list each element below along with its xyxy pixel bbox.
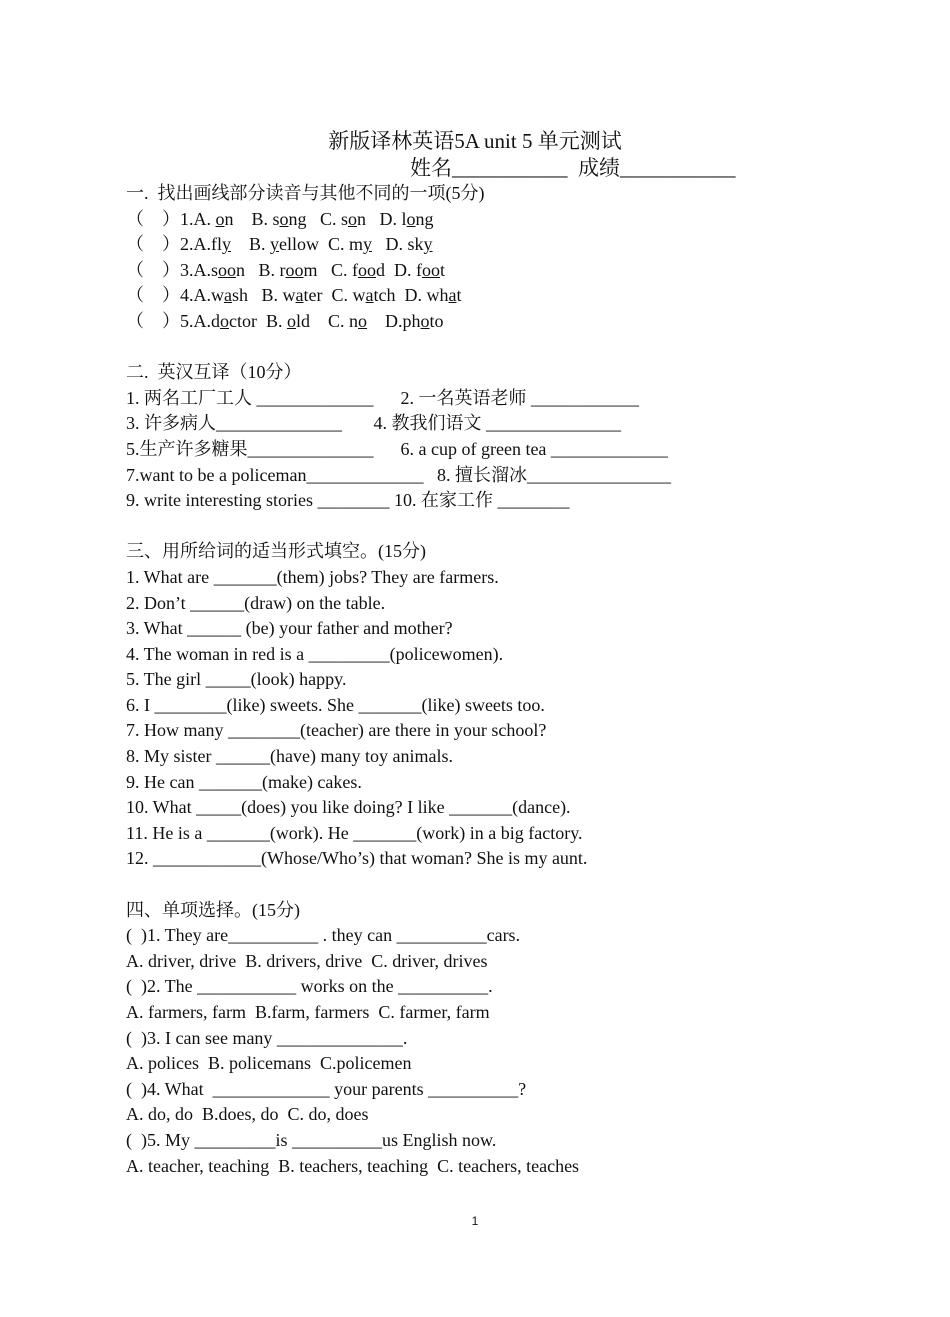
- fill-blank-line: 10. What _____(does) you like doing? I like _______(dance).: [126, 797, 571, 818]
- phonics-question-1: （ ）1.A. on B. song C. son D. long: [126, 208, 434, 229]
- translation-line: 1. 两名工厂工人 _____________ 2. 一名英语老师 ____________: [126, 387, 639, 408]
- translation-line: 5.生产许多糖果______________ 6. a cup of green tea _____________: [126, 438, 668, 459]
- section3-heading: 三、用所给词的适当形式填空。(15分): [126, 541, 426, 562]
- fill-blank-line: 9. He can _______(make) cakes.: [126, 771, 362, 792]
- fill-blank-line: 11. He is a _______(work). He _______(work) in a big factory.: [126, 822, 583, 843]
- choice-options: A. driver, drive B. drivers, drive C. driver, drives: [126, 950, 488, 971]
- choice-question: ( )5. My _________is __________us English now.: [126, 1129, 497, 1150]
- name-blank: ___________: [452, 156, 568, 180]
- choice-question: ( )4. What _____________ your parents __________?: [126, 1078, 527, 1099]
- score-blank: ___________: [620, 156, 736, 180]
- section4-heading: 四、单项选择。(15分): [126, 899, 300, 920]
- fill-blank-line: 8. My sister ______(have) many toy animals.: [126, 746, 453, 767]
- fill-blank-line: 3. What ______ (be) your father and mother?: [126, 618, 453, 639]
- phonics-question-4: （ ）4.A.wash B. water C. watch D. what: [126, 285, 462, 306]
- choice-question: ( )3. I can see many ______________.: [126, 1027, 408, 1048]
- choice-options: A. do, do B.does, do C. do, does: [126, 1104, 369, 1125]
- fill-blank-line: 4. The woman in red is a _________(policewomen).: [126, 643, 504, 664]
- worksheet-content: [126, 181, 886, 1179]
- fill-blank-line: 6. I ________(like) sweets. She _______(like) sweets too.: [126, 694, 545, 715]
- phonics-question-2: （ ）2.A.fly B. yellow C. my D. sky: [126, 234, 433, 255]
- fill-blank-line: 12. ____________(Whose/Who’s) that woman? She is my aunt.: [126, 848, 588, 869]
- translation-line: 9. write interesting stories ________ 10. 在家工作 ________: [126, 490, 570, 511]
- name-score-row: [410, 154, 736, 182]
- choice-question: ( )1. They are__________ . they can __________cars.: [126, 925, 521, 946]
- section1-heading: 一. 找出画线部分读音与其他不同的一项(5分): [126, 183, 485, 203]
- section2-heading: 二. 英汉互译（10分）: [126, 362, 302, 383]
- translation-line: 7.want to be a policeman_____________ 8. 擅长溜冰________________: [126, 464, 671, 485]
- fill-blank-line: 2. Don’t ______(draw) on the table.: [126, 592, 386, 613]
- fill-blank-line: 5. The girl _____(look) happy.: [126, 669, 347, 690]
- page-number: 1: [471, 1214, 479, 1228]
- choice-options: A. farmers, farm B.farm, farmers C. farmer, farm: [126, 1002, 490, 1022]
- name-label: 姓名: [410, 156, 452, 180]
- fill-blank-line: 7. How many ________(teacher) are there in your school?: [126, 720, 547, 741]
- phonics-question-3: （ ）3.A.soon B. room C. food D. foot: [126, 259, 446, 280]
- fill-blank-line: 1. What are _______(them) jobs? They are farmers.: [126, 566, 499, 587]
- choice-question: ( )2. The ___________ works on the __________.: [126, 976, 493, 997]
- page-title: 新版译林英语5A unit 5 单元测试: [328, 129, 622, 153]
- score-label: 成绩: [578, 156, 620, 180]
- phonics-question-5: （ ）5.A.doctor B. old C. no D.photo: [126, 310, 444, 331]
- choice-options: A. teacher, teaching B. teachers, teaching C. teachers, teaches: [126, 1155, 580, 1176]
- choice-options: A. polices B. policemans C.policemen: [126, 1053, 412, 1074]
- translation-line: 3. 许多病人______________ 4. 教我们语文 _______________: [126, 413, 621, 434]
